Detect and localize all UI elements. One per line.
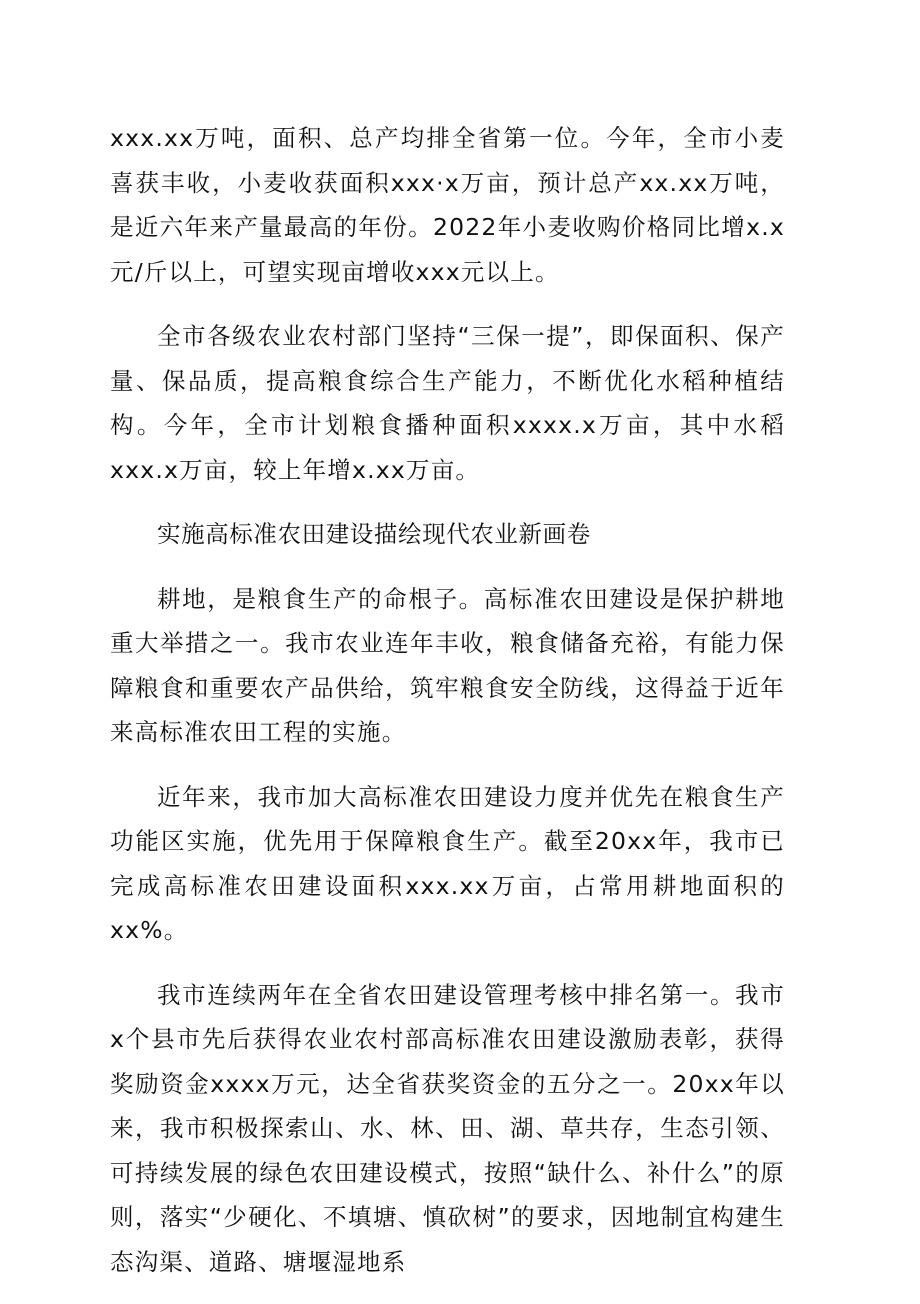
paragraph-grain-planting: 全市各级农业农村部门坚持“三保一提”，即保面积、保产量、保品质，提高粮食综合生产能力，不断优化水稻种植结构。今年，全市计划粮食播种面积xxxx.x万亩，其中水稻xxx.x万亩，较上年增x.xx万亩。: [110, 322, 785, 484]
section-heading: 实施高标准农田建设描绘现代农业新画卷: [157, 520, 591, 548]
paragraph-farmland-awards: 我市连续两年在全省农田建设管理考核中排名第一。我市x个县市先后获得农业农村部高标准农田建设激励表彰，获得奖励资金xxxx万元，达全省获奖资金的五分之一。20xx年以来，我市积极探索山、水、林、田、湖、草共存，生态引领、可持续发展的绿色农田建设模式，按照“缺什么、补什么”的原则，落实“少硬化、不填塘、慎砍树”的要求，因地制宜构建生态沟渠、道路、塘堰湿地系: [110, 980, 785, 1276]
document-body: [110, 116, 785, 1304]
paragraph-wheat-harvest: xxx.xx万吨，面积、总产均排全省第一位。今年，全市小麦喜获丰收，小麦收获面积xxx·x万亩，预计总产xx.xx万吨，是近六年来产量最高的年份。2022年小麦收购价格同比增x.x元/斤以上，可望实现亩增收xxx元以上。: [110, 124, 785, 286]
paragraph-farmland-progress: 近年来，我市加大高标准农田建设力度并优先在粮食生产功能区实施，优先用于保障粮食生产。截至20xx年，我市已完成高标准农田建设面积xxx.xx万亩，占常用耕地面积的xx%。: [110, 782, 785, 944]
paragraph-farmland-importance: 耕地，是粮食生产的命根子。高标准农田建设是保护耕地重大举措之一。我市农业连年丰收，粮食储备充裕，有能力保障粮食和重要农产品供给，筑牢粮食安全防线，这得益于近年来高标准农田工程的实施。: [110, 584, 785, 746]
